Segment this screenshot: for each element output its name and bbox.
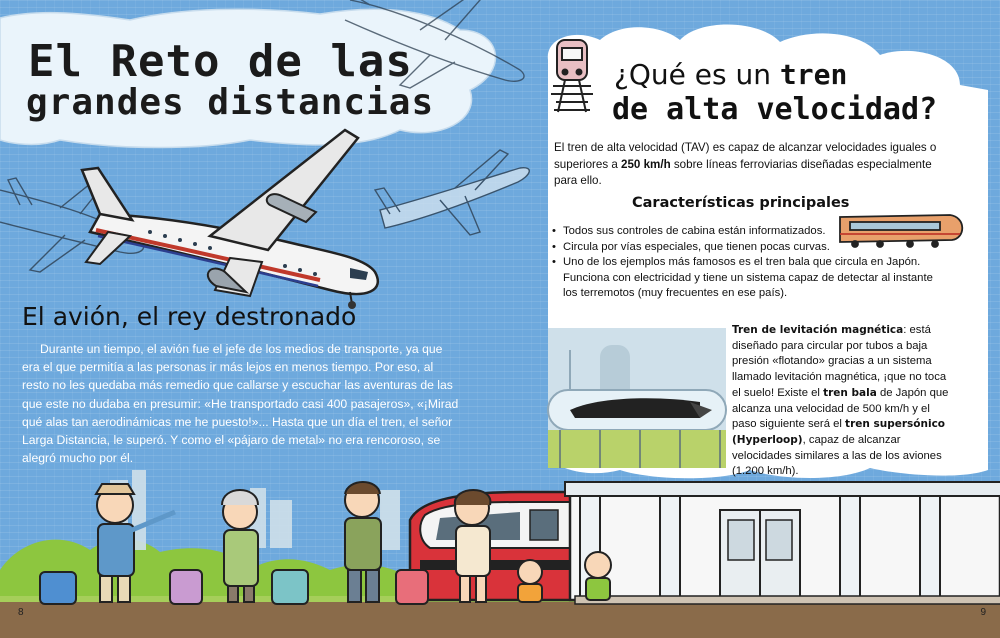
train-station: [565, 482, 1000, 604]
left-body-text: Durante un tiempo, el avión fue el jefe de los medios de transporte, ya que era el que permitía a las personas ir más lejos en menos tiempo. Por eso, al resto no les quedaba más remedio que callarse y escuchar las aventuras de las que este no dudaba en presumir: «He transportado casi 400 pasajeros», «¡Mirad qué alas tan aerodinámicas me he puesto!»... Hasta que un día el tren, el señor Larga Distancia, le superó. Y como el «pájaro de metal» no era rencoroso, se alegró mucho por él.: [22, 342, 459, 466]
intro-speed: 250 km/h: [621, 157, 671, 171]
page-number-left: 8: [18, 607, 24, 618]
maglev-text-b: de Japón que alcanza una velocidad de 500 km/h y el paso siguiente será el: [732, 386, 949, 431]
sketch-plane-right: [375, 150, 529, 235]
maglev-title: Tren de levitación magnética: [732, 324, 904, 336]
feature-item: • Uno de los ejemplos más famosos es el tren bala que circula en Japón. Funciona con electricidad y tiene un sistema capaz de detectar al instante los terremotos (muy frecuentes en ese país).: [552, 255, 947, 302]
high-speed-train: [410, 492, 580, 600]
left-title-line2: grandes distancias: [26, 82, 435, 123]
features-list: [552, 224, 947, 302]
maglev-text-c: , capaz de alcanzar velocidades similares a las de los aviones (1.200 km/h).: [732, 433, 942, 478]
maglev-text-a: : está diseñado para circular por tubos a baja presión «flotando» gracias a un sistema llamado levitación magnética, ¡que no toca el suelo! Existe el: [732, 324, 947, 399]
feature-item: • Todos sus controles de cabina están informatizados.: [552, 224, 947, 240]
main-airplane: [82, 130, 378, 309]
maglev-illustration: [548, 328, 726, 468]
left-subtitle: El avión, el rey destronado: [22, 302, 357, 331]
ground: [0, 600, 1000, 638]
features-title: Características principales: [632, 195, 850, 211]
maglev-paragraph: [732, 323, 957, 480]
maglev-hyperloop: tren supersónico (Hyperloop): [732, 418, 946, 446]
right-title-line2: de alta velocidad?: [612, 92, 938, 127]
right-title-line1-a: ¿Qué es un: [614, 58, 780, 91]
left-title-line1: El Reto de las: [28, 36, 413, 87]
intro-text-a: El tren de alta velocidad (TAV) es capaz de alcanzar velocidades iguales o superiores a: [554, 141, 937, 171]
maglev-bullet-train: tren bala: [823, 386, 877, 399]
intro-paragraph: [554, 140, 949, 190]
feature-item: • Circula por vías especiales, que tienen pocas curvas.: [552, 240, 947, 256]
intro-text-b: sobre líneas ferroviarias diseñadas especialmente para ello.: [554, 157, 932, 187]
right-title-line1: [614, 58, 847, 91]
right-title-line1-b: tren: [779, 58, 848, 91]
train-front-icon: [551, 40, 593, 112]
page-number-right: 9: [980, 607, 986, 618]
